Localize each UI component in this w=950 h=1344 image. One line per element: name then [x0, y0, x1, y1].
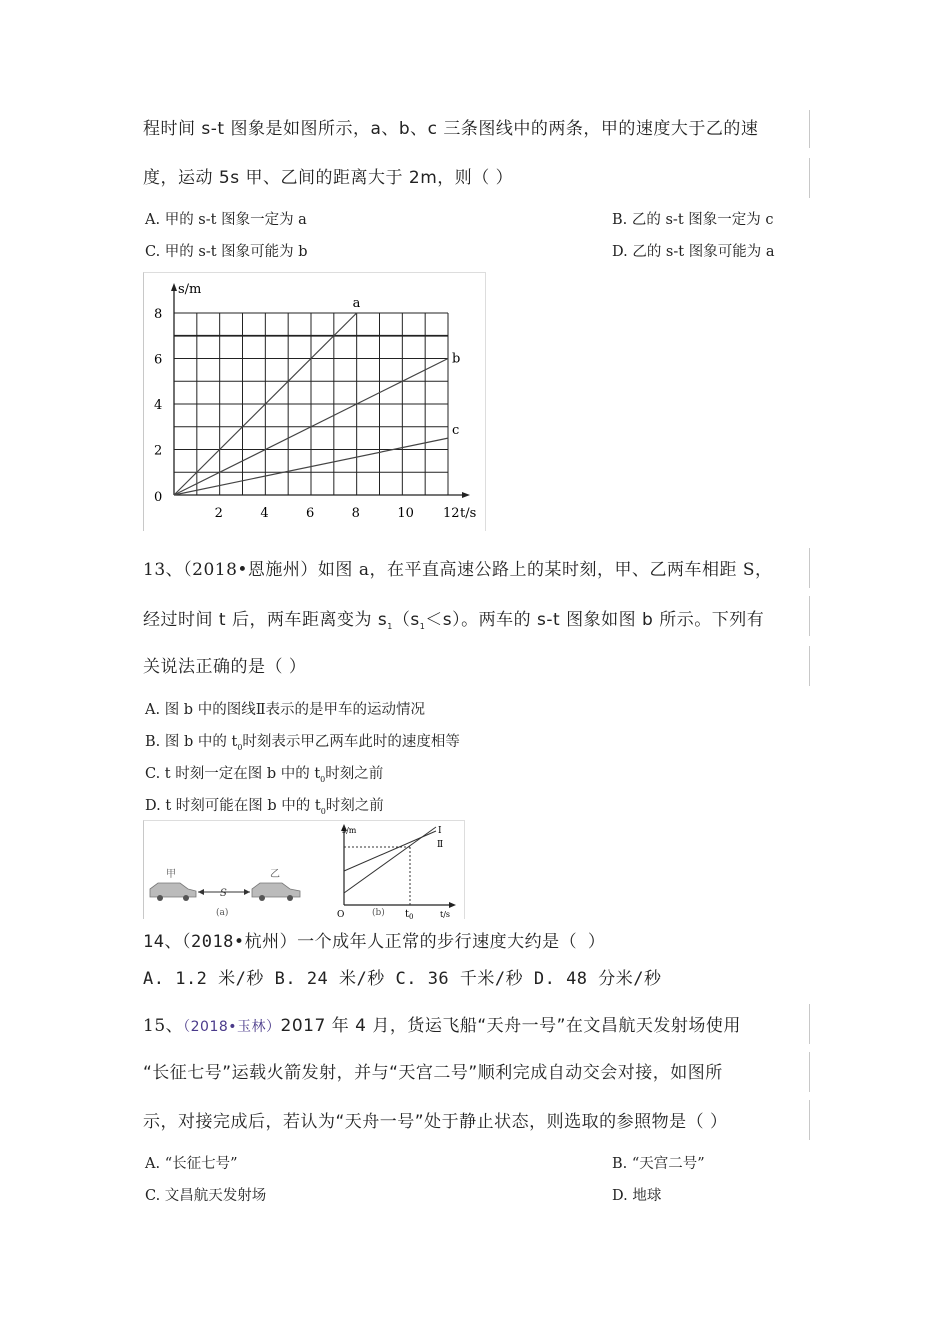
caption-b: (b) — [372, 908, 385, 918]
q15-option-a: A. “长征七号” — [145, 1156, 238, 1172]
q13-line2-part2: （s — [392, 610, 420, 630]
q12-option-c: C. 甲的 s-t 图象可能为 b — [145, 244, 308, 260]
x-tick-label: 10 — [397, 506, 414, 521]
q15-option-d: D. 地球 — [612, 1188, 662, 1204]
q12-option-a: A. 甲的 s-t 图象一定为 a — [145, 212, 307, 228]
t0-label: $t_0$ — [405, 909, 414, 919]
x-tick-label: 12 — [443, 506, 460, 521]
x-axis-arrow — [462, 492, 470, 498]
q13-stem-line2 — [143, 605, 764, 631]
x-tick-label: 6 — [306, 506, 315, 521]
q15-stem-line1 — [143, 1011, 741, 1036]
q15-option-b: B. “天宫二号” — [612, 1156, 705, 1172]
car-jia-icon — [150, 883, 196, 901]
y-axis-arrow — [171, 283, 177, 291]
series-label-c: c — [452, 423, 460, 439]
x-tick-label: 4 — [260, 506, 269, 521]
q15-line1-text: 2017 年 4 月，货运飞船“天舟一号”在文昌航天发射场使用 — [280, 1016, 741, 1036]
x-tick-label: 0 — [154, 490, 163, 505]
q13-stem-text: 13、（2018•恩施州）如图 a，在平直高速公路上的某时刻，甲、乙两车相距 S， — [143, 560, 773, 580]
q15-stem-line2: “长征七号”运载火箭发射，并与“天宫二号”顺利完成自动交会对接，如图所 — [143, 1063, 723, 1083]
q13-stem-line1 — [143, 555, 773, 580]
q12-option-d: D. 乙的 s-t 图象可能为 a — [612, 244, 775, 260]
x-axis-label: t/s — [460, 506, 477, 521]
line-I — [344, 827, 436, 893]
st-chart — [144, 273, 485, 531]
series-label-b: b — [452, 351, 461, 367]
q15-option-c: C. 文昌航天发射场 — [145, 1188, 267, 1204]
chart-grid — [174, 313, 448, 495]
q12-option-b: B. 乙的 s-t 图象一定为 c — [612, 212, 774, 228]
q13-option-b: B. 图 b 中的 $t_0$时刻表示甲乙两车此时的速度相等 — [145, 734, 460, 752]
q12-stem-line2: 度，运动 5s 甲、乙间的距离大于 2m，则（ ） — [143, 168, 514, 188]
axis-y-label: s/m — [342, 826, 357, 835]
q13-option-a: A. 图 b 中的图线Ⅱ表示的是甲车的运动情况 — [145, 702, 426, 718]
y-axis-label: s/m — [178, 282, 202, 297]
caption-a: (a) — [216, 908, 229, 918]
car-jia-label: 甲 — [166, 869, 176, 880]
q15-number: 15、 — [143, 1016, 184, 1036]
q12-stem-line1: 程时间 s-t 图象是如图所示，a、b、c 三条图线中的两条，甲的速度大于乙的速 — [143, 119, 759, 139]
y-tick-label: 4 — [154, 398, 163, 413]
q14-stem: 14、（2018•杭州）一个成年人正常的步行速度大约是（ ） — [143, 932, 606, 952]
q13-line2-part1: 经过时间 t 后，两车距离变为 s — [143, 610, 388, 630]
distance-label: S — [220, 888, 227, 899]
car-yi-label: 乙 — [270, 869, 280, 880]
line-II-label: Ⅱ — [437, 840, 444, 850]
axis-x-label: t/s — [440, 910, 451, 919]
y-tick-label: 8 — [154, 307, 163, 322]
y-tick-label: 6 — [154, 352, 163, 368]
figure-frame — [143, 820, 465, 919]
x-tick-label: 8 — [351, 506, 360, 521]
subscript: 1 — [387, 622, 393, 631]
subscript: 1 — [419, 622, 426, 631]
chart-labels — [154, 282, 476, 521]
q14-options: A. 1.2 米/秒 B. 24 米/秒 C. 36 千米/秒 D. 48 分米/秒 — [143, 969, 662, 989]
q13-option-c: C. t 时刻一定在图 b 中的 $t_0$时刻之前 — [145, 766, 384, 784]
q13-figure — [144, 821, 464, 919]
figure-frame — [143, 272, 486, 531]
y-tick-label: 2 — [154, 443, 163, 459]
line-I-label: Ⅰ — [438, 826, 442, 836]
q13-line2-part3: ＜s）。两车的 s-t 图象如图 b 所示。下列有 — [425, 610, 765, 630]
car-yi-icon — [252, 883, 300, 901]
q15-source-tag: （2018•玉林） — [183, 1019, 281, 1035]
origin-label: O — [337, 910, 345, 919]
q15-stem-line3: 示，对接完成后，若认为“天舟一号”处于静止状态，则选取的参照物是（ ） — [143, 1112, 728, 1132]
series-label-a: a — [352, 296, 361, 311]
q13-stem-line3: 关说法正确的是（ ） — [143, 657, 307, 677]
q13-option-d: D. t 时刻可能在图 b 中的 $t_0$时刻之前 — [145, 798, 384, 816]
x-tick-label: 2 — [214, 506, 223, 521]
